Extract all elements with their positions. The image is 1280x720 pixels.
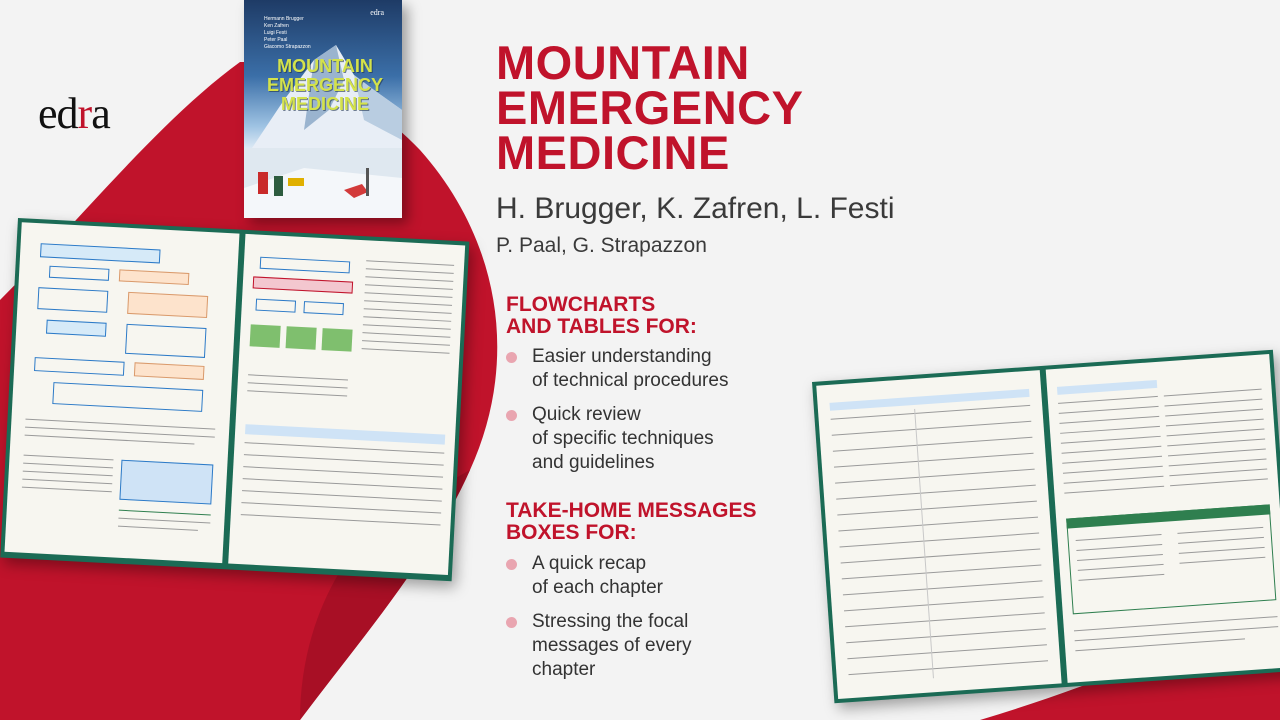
- edra-logo: edra: [38, 89, 110, 138]
- cover-publisher-mark: edra: [370, 8, 384, 17]
- book-page-right: [228, 234, 465, 575]
- main-authors: H. Brugger, K. Zafren, L. Festi: [496, 192, 895, 225]
- bullet-dot-icon: [506, 410, 517, 421]
- book-page-left: [5, 222, 240, 563]
- list-item: Quick review of specific techniques and guidelines: [506, 403, 728, 475]
- open-book-table: [812, 350, 1280, 703]
- main-title: MOUNTAIN EMERGENCY MEDICINE: [496, 36, 804, 179]
- book-page-right: [1046, 354, 1280, 683]
- open-book-flowchart: [0, 218, 469, 581]
- list-item: Stressing the focal messages of every chapter: [506, 610, 691, 682]
- list-item: A quick recap of each chapter: [506, 552, 691, 600]
- flowcharts-bullet-list: [506, 345, 728, 485]
- take-home-bullet-list: [506, 552, 691, 692]
- bullet-dot-icon: [506, 617, 517, 628]
- take-home-heading: TAKE-HOME MESSAGES BOXES FOR:: [506, 499, 757, 544]
- book-page-left: [816, 370, 1061, 699]
- bullet-dot-icon: [506, 559, 517, 570]
- cover-authors: Hermann Brugger Ken Zafren Luigi Festi Peter Paal Giacomo Strapazzon: [264, 16, 311, 50]
- bullet-dot-icon: [506, 352, 517, 363]
- book-cover: [244, 0, 402, 218]
- secondary-authors: P. Paal, G. Strapazzon: [496, 234, 707, 257]
- cover-title: MOUNTAIN EMERGENCY MEDICINE: [266, 56, 383, 114]
- list-item: Easier understanding of technical procedures: [506, 345, 728, 393]
- flowcharts-heading: FLOWCHARTS AND TABLES FOR:: [506, 293, 697, 338]
- rescue-scene-image: [244, 148, 402, 218]
